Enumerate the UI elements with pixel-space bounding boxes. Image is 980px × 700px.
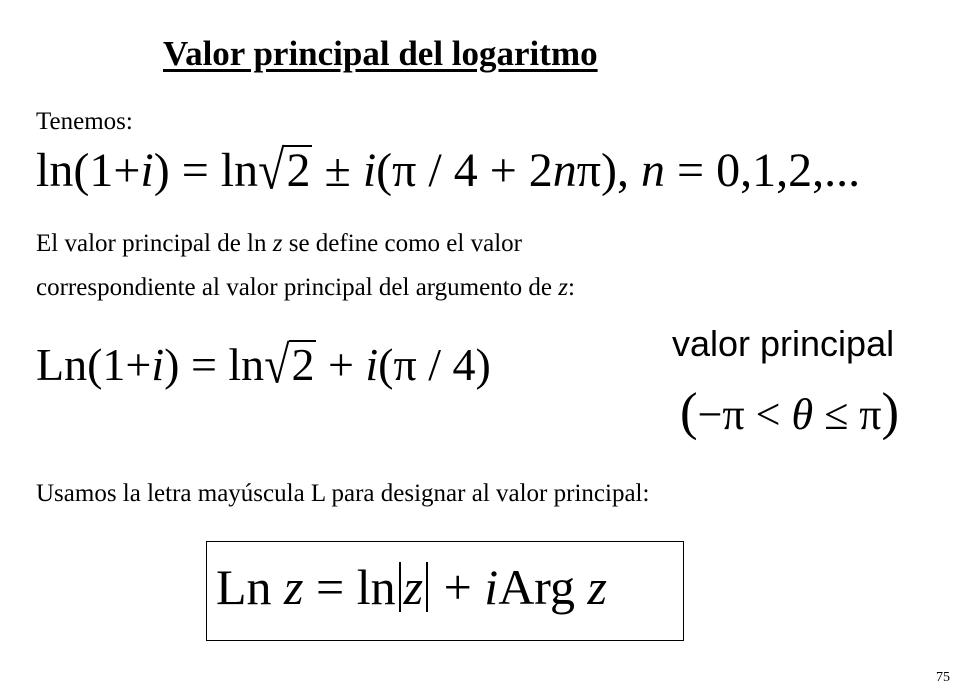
eq3-b: = ln (303, 559, 396, 615)
range-close-paren: ) (881, 383, 900, 441)
eq1-rhs-b: ± (312, 144, 363, 197)
slide-title: Valor principal del logaritmo (163, 34, 598, 73)
eq1-imag-unit-2: i (362, 144, 377, 197)
equation-Ln-definition (216, 558, 607, 616)
page-number: 75 (936, 670, 950, 685)
eq3-a: Ln (216, 559, 285, 615)
eq3-d: Arg (498, 559, 588, 615)
eq1-n-2: n (641, 144, 665, 197)
range-theta: θ (791, 390, 814, 439)
principal-range (680, 382, 899, 442)
range-open-paren: ( (680, 383, 698, 441)
abs-bar-right (426, 562, 428, 612)
para-line1-a: El valor principal de ln (36, 230, 273, 257)
eq2-radical-sign: √ (264, 335, 290, 394)
eq2-imag-unit-2: i (365, 339, 379, 390)
para-z-1: z (272, 230, 283, 257)
usamos-text: Usamos la letra mayúscula L para designar al valor principal: (36, 480, 650, 507)
equation-ln-general (36, 140, 861, 201)
abs-bar-left (399, 562, 401, 612)
range-a: −π < (697, 390, 792, 439)
range-b: ≤ π (813, 390, 882, 439)
eq2-imag-unit: i (151, 339, 165, 390)
eq3-z-3: z (587, 559, 608, 615)
para-z-2: z (558, 274, 568, 301)
eq1-radical-sign: √ (258, 140, 285, 201)
paragraph-line-1 (36, 230, 522, 258)
eq1-rhs-a: ) = ln (153, 144, 259, 197)
paragraph-line-2 (36, 274, 575, 302)
eq1-rhs-c: (π / 4 + 2 (376, 144, 553, 197)
eq1-rhs-e: = 0,1,2,... (665, 144, 861, 197)
eq1-rhs-d: π), (576, 144, 641, 197)
eq1-n-1: n (552, 144, 577, 197)
eq3-c: + (431, 559, 485, 615)
valor-principal-label: valor principal (672, 323, 895, 364)
intro-text: Tenemos: (36, 108, 133, 135)
eq2-sqrt (264, 335, 316, 394)
eq3-z-2: z (403, 559, 424, 615)
eq3-imag-unit: i (484, 559, 499, 615)
eq1-lhs: ln(1+ (36, 144, 141, 197)
eq2-radicand: 2 (291, 339, 315, 390)
eq2-rhs-b: + (316, 339, 366, 390)
eq1-imag-unit: i (140, 144, 154, 197)
eq1-radicand: 2 (286, 144, 311, 197)
para-line2-a: correspondiente al valor principal del argumento de (36, 274, 559, 301)
eq2-rhs-c: (π / 4) (378, 339, 491, 390)
eq2-lhs: Ln(1+ (36, 339, 152, 390)
equation-ln-principal (36, 335, 491, 394)
eq2-rhs-a: ) = ln (164, 339, 265, 390)
para-line1-b: se define como el valor (282, 230, 522, 257)
eq1-sqrt (258, 140, 312, 201)
para-line2-b: : (568, 274, 575, 301)
eq3-z-1: z (284, 559, 304, 615)
